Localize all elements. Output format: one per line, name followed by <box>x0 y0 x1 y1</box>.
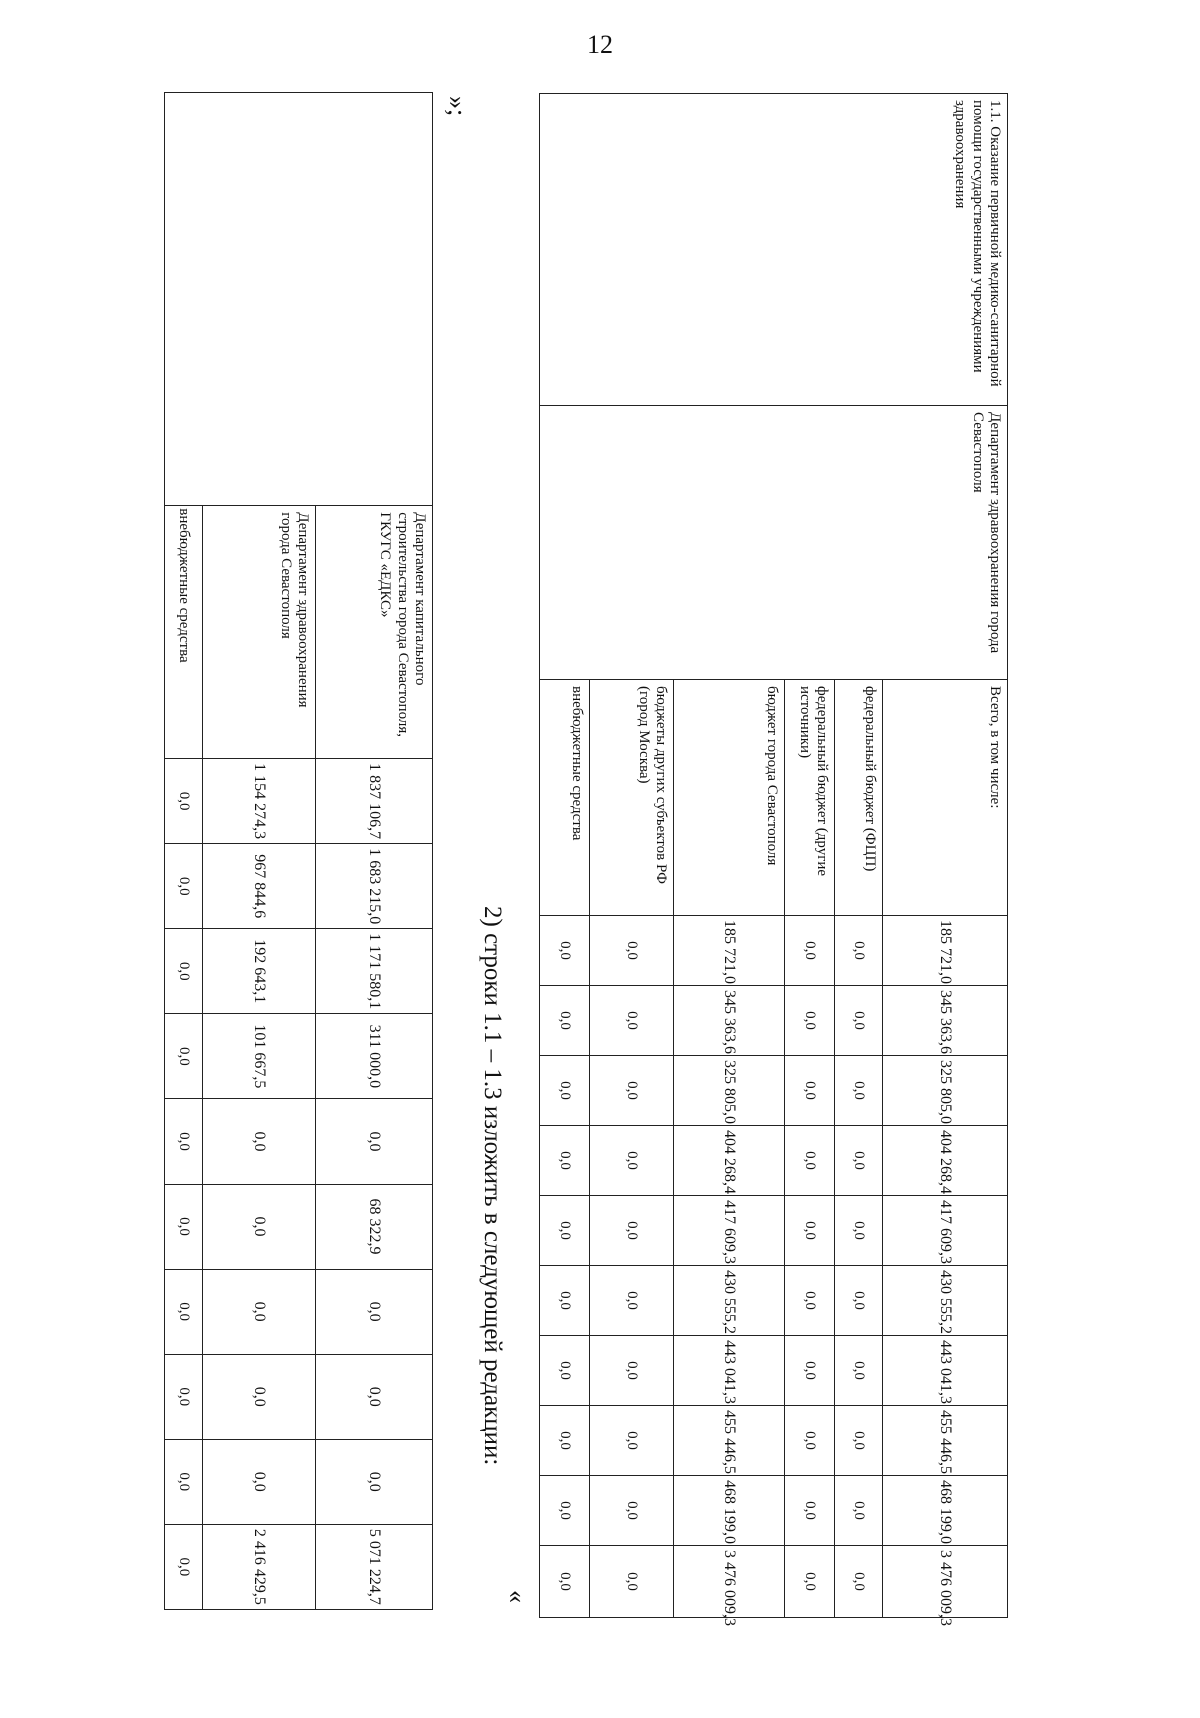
year-value: 0,0 <box>203 1269 316 1354</box>
source-label: федеральный бюджет (другие источники) <box>785 680 835 916</box>
source-label: бюджеты других субъектов РФ (город Москва) <box>590 680 674 916</box>
year-value: 0,0 <box>165 1439 203 1524</box>
year-value: 101 667,5 <box>203 1014 316 1099</box>
total-value: 2 416 429,5 <box>203 1524 316 1609</box>
year-value: 468 199,0 <box>674 1476 785 1546</box>
year-value: 0,0 <box>785 1056 835 1126</box>
year-value: 0,0 <box>835 1406 883 1476</box>
year-value: 0,0 <box>540 1406 590 1476</box>
total-value: 0,0 <box>835 1546 883 1618</box>
year-value: 0,0 <box>165 1354 203 1439</box>
year-value: 68 322,9 <box>316 1184 433 1269</box>
source-label: бюджет города Севастополя <box>674 680 785 916</box>
year-value: 430 555,2 <box>674 1266 785 1336</box>
source-label: внебюджетные средства <box>540 680 590 916</box>
year-value: 0,0 <box>785 1196 835 1266</box>
year-value: 0,0 <box>835 1056 883 1126</box>
year-value: 0,0 <box>165 1099 203 1184</box>
year-value: 0,0 <box>835 1476 883 1546</box>
year-value: 0,0 <box>203 1184 316 1269</box>
caption-text: 2) строки 1.1 – 1.3 изложить в следующей редакции: <box>479 906 506 1466</box>
year-value: 1 837 106,7 <box>316 759 433 844</box>
year-value: 0,0 <box>785 1476 835 1546</box>
year-value: 311 000,0 <box>316 1014 433 1099</box>
table-row <box>316 93 433 1610</box>
year-value: 0,0 <box>785 1266 835 1336</box>
upper-table <box>164 92 433 1610</box>
year-value: 443 041,3 <box>883 1336 1008 1406</box>
lower-table-block <box>539 93 1008 1626</box>
year-value: 0,0 <box>590 986 674 1056</box>
total-value: 3 476 009,3 <box>674 1546 785 1618</box>
year-value: 192 643,1 <box>203 929 316 1014</box>
year-value: 345 363,6 <box>674 986 785 1056</box>
year-value: 455 446,5 <box>674 1406 785 1476</box>
year-value: 185 721,0 <box>674 916 785 986</box>
year-value: 0,0 <box>835 1336 883 1406</box>
year-value: 0,0 <box>165 844 203 929</box>
year-value: 0,0 <box>785 1336 835 1406</box>
table-row <box>883 94 1008 1618</box>
year-value: 0,0 <box>540 916 590 986</box>
source-label: Всего, в том числе: <box>883 680 1008 916</box>
year-value: 325 805,0 <box>674 1056 785 1126</box>
year-value: 430 555,2 <box>883 1266 1008 1336</box>
year-value: 0,0 <box>785 1126 835 1196</box>
year-value: 468 199,0 <box>883 1476 1008 1546</box>
executor-cell: Департамент здравоохранения города Севастополя <box>203 506 316 759</box>
year-value: 0,0 <box>540 986 590 1056</box>
year-value: 404 268,4 <box>674 1126 785 1196</box>
year-value: 0,0 <box>590 1336 674 1406</box>
year-value: 0,0 <box>590 1476 674 1546</box>
year-value: 0,0 <box>165 1014 203 1099</box>
year-value: 0,0 <box>316 1099 433 1184</box>
year-value: 443 041,3 <box>674 1336 785 1406</box>
year-value: 0,0 <box>540 1196 590 1266</box>
year-value: 0,0 <box>540 1126 590 1196</box>
year-value: 0,0 <box>590 1056 674 1126</box>
year-value: 0,0 <box>835 1266 883 1336</box>
year-value: 0,0 <box>835 1196 883 1266</box>
lower-table <box>539 93 1008 1626</box>
year-value: 0,0 <box>316 1354 433 1439</box>
total-value: 0,0 <box>540 1546 590 1618</box>
page-number: 12 <box>587 30 613 59</box>
year-value: 0,0 <box>203 1439 316 1524</box>
program-cell <box>165 93 433 506</box>
executor-cell: внебюджетные средства <box>165 506 203 759</box>
year-value: 0,0 <box>785 986 835 1056</box>
year-value: 0,0 <box>540 1056 590 1126</box>
year-value: 0,0 <box>165 759 203 844</box>
year-value: 0,0 <box>590 1266 674 1336</box>
total-value: 0,0 <box>590 1546 674 1618</box>
year-value: 0,0 <box>835 1126 883 1196</box>
year-value: 417 609,3 <box>883 1196 1008 1266</box>
year-value: 0,0 <box>590 1126 674 1196</box>
year-value: 404 268,4 <box>883 1126 1008 1196</box>
year-value: 0,0 <box>540 1336 590 1406</box>
year-value: 0,0 <box>835 916 883 986</box>
year-value: 417 609,3 <box>674 1196 785 1266</box>
year-value: 0,0 <box>540 1266 590 1336</box>
open-quote: « <box>503 1590 532 1603</box>
year-value: 185 721,0 <box>883 916 1008 986</box>
row-name-cell: 1.1. Оказание первичной медико-санитарной помощи государственными учреждениями здравоохранения <box>540 94 1008 406</box>
year-value: 0,0 <box>785 916 835 986</box>
year-value: 967 844,6 <box>203 844 316 929</box>
year-value: 0,0 <box>316 1439 433 1524</box>
year-value: 1 171 580,1 <box>316 929 433 1014</box>
year-value: 325 805,0 <box>883 1056 1008 1126</box>
total-value: 3 476 009,3 <box>883 1546 1008 1618</box>
year-value: 0,0 <box>835 986 883 1056</box>
year-value: 0,0 <box>785 1406 835 1476</box>
executor-cell: Департамент капитального строительства города Севастополя, ГКУГС «ЕДКС» <box>316 506 433 759</box>
year-value: 0,0 <box>165 1184 203 1269</box>
year-value: 0,0 <box>540 1476 590 1546</box>
year-value: 455 446,5 <box>883 1406 1008 1476</box>
executor-cell: Департамент здравоохранения города Севастополя <box>540 406 1008 680</box>
year-value: 1 683 215,0 <box>316 844 433 929</box>
total-value: 0,0 <box>165 1524 203 1609</box>
end-quote: »; <box>443 96 472 117</box>
year-value: 345 363,6 <box>883 986 1008 1056</box>
year-value: 1 154 274,3 <box>203 759 316 844</box>
source-label: федеральный бюджет (ФЦП) <box>835 680 883 916</box>
year-value: 0,0 <box>590 1406 674 1476</box>
total-value: 5 071 224,7 <box>316 1524 433 1609</box>
year-value: 0,0 <box>203 1354 316 1439</box>
year-value: 0,0 <box>590 916 674 986</box>
year-value: 0,0 <box>316 1269 433 1354</box>
upper-table-block <box>164 92 433 1610</box>
year-value: 0,0 <box>165 1269 203 1354</box>
year-value: 0,0 <box>590 1196 674 1266</box>
total-value: 0,0 <box>785 1546 835 1618</box>
year-value: 0,0 <box>203 1099 316 1184</box>
year-value: 0,0 <box>165 929 203 1014</box>
